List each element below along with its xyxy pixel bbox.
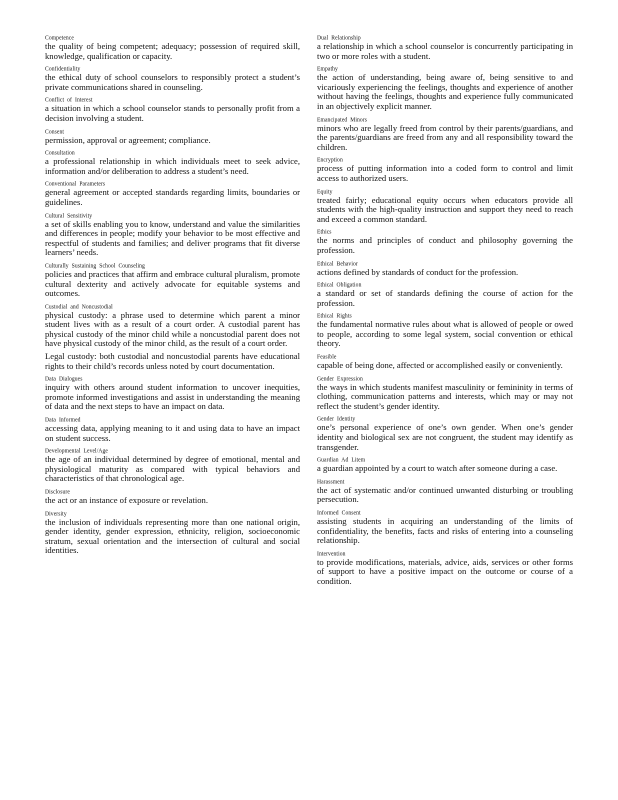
glossary-definition: the act of systematic and/or continued unwanted disturbing or troubling persecution. bbox=[317, 484, 573, 505]
glossary-definition: capable of being done, affected or accomplished easily or conveniently. bbox=[317, 360, 563, 371]
glossary-definition: the norms and principles of conduct and philosophy governing the profession. bbox=[317, 235, 573, 255]
glossary-term: Informed Consent bbox=[317, 510, 361, 517]
glossary-entry-data-dialogues bbox=[45, 375, 300, 412]
glossary-definition: a professional relationship in which individuals meet to seek advice, information and/or deliberation to address a student’s need. bbox=[45, 156, 300, 176]
glossary-term: Competence bbox=[45, 35, 74, 42]
glossary-term: Emancipated Minors bbox=[317, 116, 368, 123]
glossary-term: Empathy bbox=[317, 66, 338, 73]
glossary-entry-gender-expression bbox=[317, 375, 573, 412]
glossary-entry-harassment bbox=[317, 478, 573, 505]
glossary-definition: the ways in which students manifest masculinity or femininity in terms of clothing, communication patterns and interests, which may or may not reflect the student’s gender identity. bbox=[317, 381, 573, 411]
glossary-entry-consent bbox=[45, 128, 300, 146]
glossary-entry-disclosure bbox=[45, 488, 300, 506]
glossary-term: Intervention bbox=[317, 550, 346, 558]
glossary-entry-feasible bbox=[317, 353, 573, 371]
glossary-entry-ethical-rights bbox=[317, 312, 573, 349]
glossary-entry-ethical-obligation bbox=[317, 281, 573, 308]
glossary-term: Equity bbox=[317, 188, 333, 195]
glossary-entry-conflict-of-interest bbox=[45, 96, 300, 123]
glossary-term: Harassment bbox=[317, 478, 345, 486]
glossary-definition: permission, approval or agreement; compliance. bbox=[45, 134, 211, 145]
glossary-definition: a situation in which a school counselor stands to personally profit from a decision involving a student. bbox=[45, 103, 300, 123]
glossary-term: Cultural Sensitivity bbox=[45, 212, 93, 219]
glossary-definition: one’s personal experience of one’s own gender. When one’s gender identity and biological sex are not congruent, the student may identify as transgender. bbox=[317, 422, 573, 452]
glossary-definition: minors who are legally freed from control by their parents/guardians, and the parents/guardians are freed from any and all responsibility toward the children. bbox=[317, 122, 573, 152]
glossary-right-column bbox=[317, 34, 573, 591]
glossary-definition: process of putting information into a coded form to control and limit access to authorized users. bbox=[317, 163, 573, 183]
glossary-definition: physical custody: a phrase used to determine which parent a minor student lives with as a result of a court order. A custodial parent has physical custody of the minor child while a noncustodial parent does not have physical custody of the minor child, as the result of a court order. bbox=[45, 309, 300, 349]
glossary-definition: a standard or set of standards defining the course of action for the profession. bbox=[317, 288, 573, 308]
glossary-term: Dual Relationship bbox=[317, 35, 361, 42]
glossary-left-column bbox=[45, 34, 300, 560]
glossary-entry-data-informed bbox=[45, 416, 300, 443]
glossary-term: Data Informed bbox=[45, 417, 81, 424]
glossary-entry-empathy bbox=[317, 65, 573, 111]
glossary-term: Disclosure bbox=[45, 489, 70, 496]
glossary-term: Consent bbox=[45, 128, 65, 135]
glossary-definition: accessing data, applying meaning to it and using data to have an impact on student success. bbox=[45, 423, 300, 443]
glossary-term: Guardian Ad Litem bbox=[317, 457, 366, 464]
glossary-entry-custodial-and-noncustodial bbox=[45, 303, 300, 372]
glossary-entry-conventional-parameters bbox=[45, 180, 300, 207]
glossary-definition: to provide modifications, materials, advice, aids, services or other forms of support to have a positive impact on the outcome or course of a condition. bbox=[317, 556, 573, 586]
glossary-term: Consultation bbox=[45, 150, 75, 157]
glossary-definition: a relationship in which a school counselor is concurrently participating in two or more roles with a student. bbox=[317, 41, 573, 61]
glossary-term: Confidentiality bbox=[45, 66, 81, 73]
glossary-entry-ethical-behavior bbox=[317, 260, 573, 278]
glossary-entry-cultural-sensitivity bbox=[45, 212, 300, 258]
glossary-definition: Legal custody: both custodial and noncustodial parents have educational rights to their child’s records unless noted by court documentation. bbox=[45, 351, 300, 371]
glossary-term: Gender Expression bbox=[317, 375, 363, 383]
glossary-entry-ethics bbox=[317, 228, 573, 255]
glossary-entry-guardian-ad-litem bbox=[317, 456, 573, 474]
glossary-definition: the action of understanding, being aware of, being sensitive to and vicariously experiencing the feelings, thoughts and experience of another without having the feelings, thoughts and experience fully communicated in an objectively explicit manner. bbox=[317, 72, 573, 111]
glossary-definition: actions defined by standards of conduct for the profession. bbox=[317, 266, 519, 277]
glossary-definition: general agreement or accepted standards regarding limits, boundaries or guidelines. bbox=[45, 187, 300, 207]
glossary-term: Conventional Parameters bbox=[45, 181, 106, 188]
glossary-entry-confidentiality bbox=[45, 65, 300, 92]
glossary-definition: the act or an instance of exposure or revelation. bbox=[45, 495, 208, 505]
glossary-definition: the age of an individual determined by degree of emotional, mental and physiological maturity as compared with typical behaviors and characteristics of that chronological age. bbox=[45, 454, 300, 484]
glossary-term: Custodial and Noncustodial bbox=[45, 303, 113, 311]
glossary-entry-diversity bbox=[45, 510, 300, 556]
glossary-entry-developmental-level-age bbox=[45, 447, 300, 484]
glossary-entry-informed-consent bbox=[317, 509, 573, 546]
glossary-term: Ethics bbox=[317, 229, 332, 236]
glossary-term: Data Dialogues bbox=[45, 376, 83, 383]
glossary-entry-equity bbox=[317, 188, 573, 225]
glossary-entry-dual-relationship bbox=[317, 34, 573, 61]
glossary-entry-intervention bbox=[317, 550, 573, 587]
glossary-definition: treated fairly; educational equity occurs when educators provide all students with the high-quality instruction and support they need to reach and exceed a common standard. bbox=[317, 194, 573, 224]
glossary-entry-competence bbox=[45, 34, 300, 61]
glossary-term: Ethical Behavior bbox=[317, 260, 358, 267]
glossary-definition: assisting students in acquiring an understanding of the limits of confidentiality, the benefits, facts and risks of entering into a counseling relationship. bbox=[317, 516, 573, 546]
glossary-definition: policies and practices that affirm and embrace cultural pluralism, promote cultural dexterity and actively advocate for equitable systems and outcomes. bbox=[45, 268, 300, 299]
glossary-term: Developmental Level/Age bbox=[45, 448, 108, 455]
glossary-term: Diversity bbox=[45, 510, 67, 517]
glossary-term: Gender Identity bbox=[317, 416, 356, 423]
glossary-entry-consultation bbox=[45, 149, 300, 176]
glossary-definition: a guardian appointed by a court to watch after someone during a case. bbox=[317, 463, 558, 474]
glossary-term: Ethical Rights bbox=[317, 313, 352, 320]
glossary-definition: the ethical duty of school counselors to responsibly protect a student’s private communications shared in counseling. bbox=[45, 72, 300, 92]
glossary-entry-encryption bbox=[317, 156, 573, 183]
glossary-definition: the quality of being competent; adequacy; possession of required skill, knowledge, qualification or capacity. bbox=[45, 41, 300, 61]
glossary-definition: inquiry with others around student information to uncover inequities, promote informed investigations and assist in understanding the meaning of data and the next steps to have an impact on data. bbox=[45, 382, 300, 412]
glossary-entry-culturally-sustaining-school-counseling bbox=[45, 262, 300, 299]
glossary-term: Feasible bbox=[317, 354, 337, 361]
glossary-definition: a set of skills enabling you to know, understand and value the similarities and differences in people; modify your behavior to be most effective and respectful of students and families; and deliver programs that fit diverse learners’ needs. bbox=[45, 218, 300, 258]
glossary-entry-emancipated-minors bbox=[317, 116, 573, 153]
glossary-term: Conflict of Interest bbox=[45, 97, 93, 104]
glossary-term: Encryption bbox=[317, 157, 343, 164]
glossary-definition: the fundamental normative rules about what is allowed of people or owed to people, according to some legal system, social convention or ethical theory. bbox=[317, 319, 573, 349]
glossary-entry-gender-identity bbox=[317, 415, 573, 452]
glossary-term: Ethical Obligation bbox=[317, 282, 362, 289]
glossary-term: Culturally Sustaining School Counseling bbox=[45, 262, 145, 270]
glossary-definition: the inclusion of individuals representing more than one national origin, gender identity, gender expression, ethnicity, religion, socioeconomic stratum, sexual orientation and the intersection of cultural and social identities. bbox=[45, 516, 300, 556]
